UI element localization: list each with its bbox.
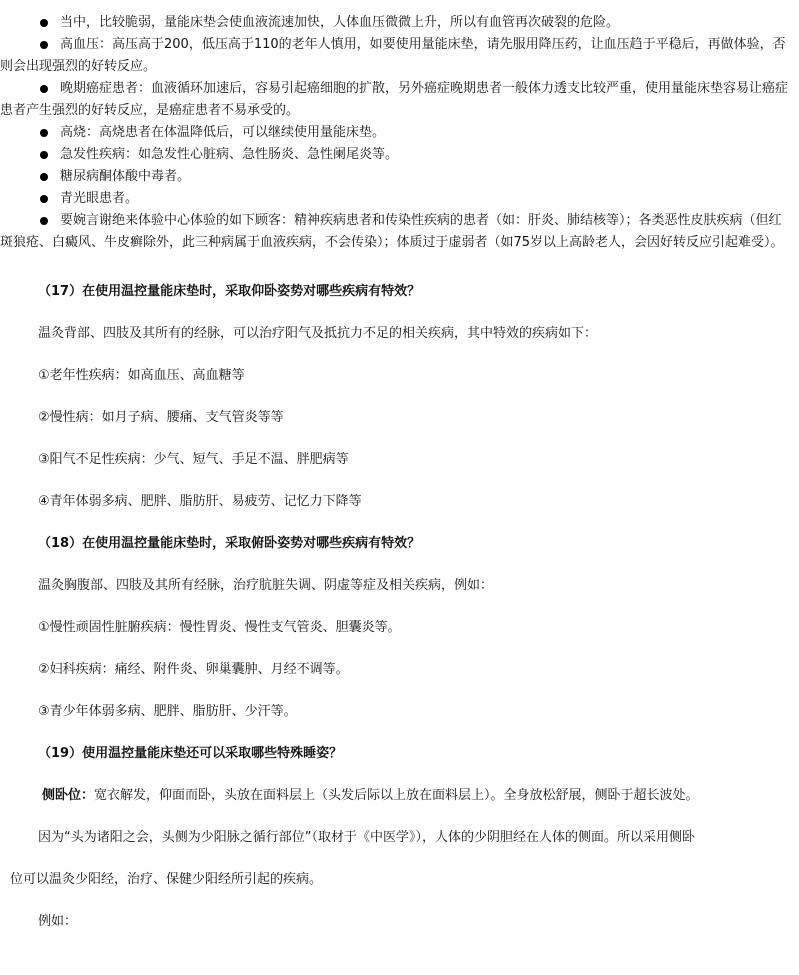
list-item-text: 急发性疾病：如急发性心脏病、急性肠炎、急性阑尾炎等。 [60, 147, 399, 162]
list-item [0, 78, 792, 122]
side-lying-paragraph [42, 784, 699, 803]
contraindication-list [0, 12, 792, 254]
list-item-text: 糖尿病酮体酸中毒者。 [60, 169, 191, 184]
bullet-dot-icon [40, 129, 48, 137]
bullet-dot-icon [40, 19, 48, 27]
section-18-intro: 温灸胸腹部、四肢及其所有经脉，治疗肮脏失调、阴虚等症及相关疾病，例如： [38, 578, 494, 593]
section-17-item: ①老年性疾病：如高血压、高血糖等 [38, 368, 245, 383]
section-17-item: ③阳气不足性疾病：少气、短气、手足不温、胖肥病等 [38, 452, 349, 467]
example-label: 例如： [38, 914, 78, 929]
list-item [0, 188, 792, 210]
bullet-dot-icon [40, 173, 48, 181]
side-lying-label: 侧卧位： [42, 788, 95, 803]
bullet-dot-icon [40, 195, 48, 203]
side-lying-text: 宽衣解发，仰面而卧，头放在面料层上（头发后际以上放在面料层上）。全身放松舒展，侧卧于超长波处。 [94, 788, 699, 803]
section-17-intro: 温灸背部、四肢及其所有的经脉，可以治疗阳气及抵抗力不足的相关疾病，其中特效的疾病如下： [38, 326, 598, 341]
list-item [0, 210, 792, 254]
list-item-text: 高血压：高压高于200，低压高于110的老年人慎用，如要使用量能床垫，请先服用降压药，让血压趋于平稳后，再做体验，否则会出现强烈的好转反应。 [0, 37, 786, 74]
list-item [0, 122, 792, 144]
section-18-item: ①慢性顽固性脏腑疾病：慢性胃炎、慢性支气管炎、胆囊炎等。 [38, 620, 401, 635]
list-item-text: 青光眼患者。 [60, 191, 139, 206]
bullet-dot-icon [40, 217, 48, 225]
bullet-dot-icon [40, 85, 48, 93]
list-item [0, 144, 792, 166]
list-item-text: 高烧：高烧患者在体温降低后，可以继续使用量能床垫。 [60, 125, 386, 140]
section-19-heading: （19）使用温控量能床垫还可以采取哪些特殊睡姿？ [38, 746, 343, 761]
reason-paragraph-line-2: 位可以温灸少阳经，治疗、保健少阳经所引起的疾病。 [10, 872, 323, 887]
list-item-text: 要婉言谢绝来体验中心体验的如下顾客：精神疾病患者和传染性疾病的患者（如：肝炎、肺结核等）；各类恶性皮肤疾病（但红斑狼疮、白癜风、牛皮癣除外，此三种病属于血液疾病，不会传染）；体质过于虚弱者（如75岁以上高龄老人，会因好转反应引起难受）。 [0, 213, 784, 250]
bullet-dot-icon [40, 151, 48, 159]
reason-paragraph-line-1: 因为“头为诸阳之会，头侧为少阳脉之循行部位”（取材于《中医学》），人体的少阴胆经在人体的侧面。所以采用侧卧 [38, 830, 695, 845]
list-item [0, 34, 792, 78]
list-item-text: 晚期癌症患者：血液循环加速后，容易引起癌细胞的扩散，另外癌症晚期患者一般体力透支比较严重，使用量能床垫容易让癌症患者产生强烈的好转反应，是癌症患者不易承受的。 [0, 81, 789, 118]
section-18-heading: （18）在使用温控量能床垫时，采取俯卧姿势对哪些疾病有特效？ [38, 536, 421, 551]
bullet-dot-icon [40, 41, 48, 49]
section-17-heading: （17）在使用温控量能床垫时，采取仰卧姿势对哪些疾病有特效？ [38, 284, 421, 299]
section-18-item: ③青少年体弱多病、肥胖、脂肪肝、少汗等。 [38, 704, 297, 719]
section-18-item: ②妇科疾病：痛经、附件炎、卵巢囊肿、月经不调等。 [38, 662, 349, 677]
list-item-text: 当中，比较脆弱，量能床垫会使血液流速加快，人体血压微微上升，所以有血管再次破裂的危险。 [60, 15, 620, 30]
list-item [0, 166, 792, 188]
section-17-item: ②慢性病：如月子病、腰痛、支气管炎等等 [38, 410, 284, 425]
list-item [0, 12, 792, 34]
section-17-item: ④青年体弱多病、肥胖、脂肪肝、易疲劳、记忆力下降等 [38, 494, 362, 509]
